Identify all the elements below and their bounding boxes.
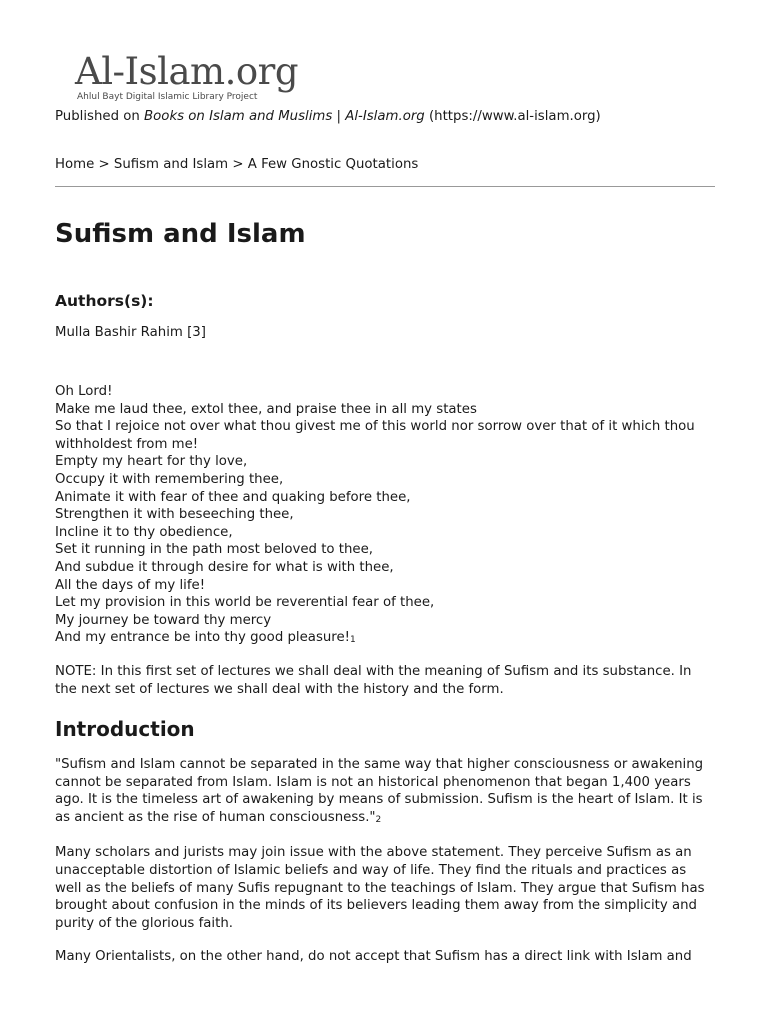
site-logo[interactable] — [75, 52, 715, 106]
introduction-heading: Introduction — [55, 717, 195, 742]
published-separator: | — [332, 109, 346, 124]
published-url: (https://www.al-islam.org) — [424, 109, 601, 124]
poem-line: Oh Lord! — [55, 384, 113, 399]
poem-line: And subdue it through desire for what is with thee, — [55, 559, 394, 575]
breadcrumb-home[interactable]: Home — [55, 157, 95, 172]
poem-line-last — [55, 629, 715, 649]
document-page — [55, 52, 715, 966]
poem-line: Occupy it with remembering thee, — [55, 471, 284, 487]
intro-paragraph-1 — [55, 756, 715, 828]
note-paragraph: NOTE: In this first set of lectures we shall deal with the meaning of Sufism and its substance. In the next set of lectures we shall deal with the history and the form. — [55, 663, 692, 697]
published-site: Books on Islam and Muslims — [144, 109, 333, 124]
poem-line: And my entrance be into thy good pleasure! — [55, 630, 350, 646]
poem-line: Let my provision in this world be reverential fear of thee, — [55, 595, 435, 611]
page-title: Sufism and Islam — [55, 219, 306, 249]
logo-tagline: Ahlul Bayt Digital Islamic Library Project — [77, 92, 258, 102]
breadcrumb-separator: > — [228, 157, 248, 172]
published-line — [55, 108, 715, 126]
poem-line: Strengthen it with beseeching thee, — [55, 507, 294, 523]
breadcrumb — [55, 156, 715, 187]
poem-line: All the days of my life! — [55, 577, 206, 593]
footnote-ref-2[interactable]: 2 — [375, 814, 382, 825]
poem-line: Empty my heart for thy love, — [55, 454, 248, 470]
logo-wordmark: Al-Islam.org — [75, 50, 299, 93]
poem-line: Incline it to thy obedience, — [55, 524, 233, 540]
poem-line: Animate it with fear of thee and quaking before thee, — [55, 489, 411, 505]
breadcrumb-separator: > — [94, 157, 114, 172]
intro-quote: "Sufism and Islam cannot be separated in the same way that higher consciousness or awakening cannot be separated from Islam. Islam is not an historical phenomenon that began 1,400 years ago. It is the timeless art of awakening by means of submission. Sufism is the heart of Islam. It is as ancient as the rise of human consciousness." — [55, 757, 704, 825]
breadcrumb-current[interactable]: A Few Gnostic Quotations — [247, 157, 419, 172]
poem-line: So that I rejoice not over what thou givest me of this world nor sorrow over that of it which thou withholdest from me! — [55, 419, 695, 452]
published-prefix: Published on — [55, 109, 145, 124]
poem — [55, 383, 715, 649]
poem-line: Make me laud thee, extol thee, and praise thee in all my states — [55, 401, 477, 417]
author-name[interactable]: Mulla Bashir Rahim — [55, 325, 183, 340]
published-brand: Al-Islam.org — [345, 109, 425, 124]
authors-heading: Authors(s): — [55, 292, 154, 310]
intro-paragraph-2: Many scholars and jurists may join issue with the above statement. They perceive Sufism as an unacceptable distortion of Islamic beliefs and way of life. They find the rituals and practices as well as the beliefs of many Sufis repugnant to the teachings of Islam. They argue that Sufism has brought about confusion in the minds of its believers leading them away from the simplicity and purity of the glorious faith. — [55, 845, 705, 931]
breadcrumb-book[interactable]: Sufism and Islam — [113, 157, 229, 172]
author-reference: [3] — [187, 325, 206, 340]
footnote-ref-1[interactable]: 1 — [350, 635, 356, 646]
intro-paragraph-3: Many Orientalists, on the other hand, do not accept that Sufism has a direct link with Islam and — [55, 949, 692, 965]
author-line — [55, 324, 715, 342]
poem-line: My journey be toward thy mercy — [55, 612, 272, 628]
poem-line: Set it running in the path most beloved to thee, — [55, 542, 374, 558]
